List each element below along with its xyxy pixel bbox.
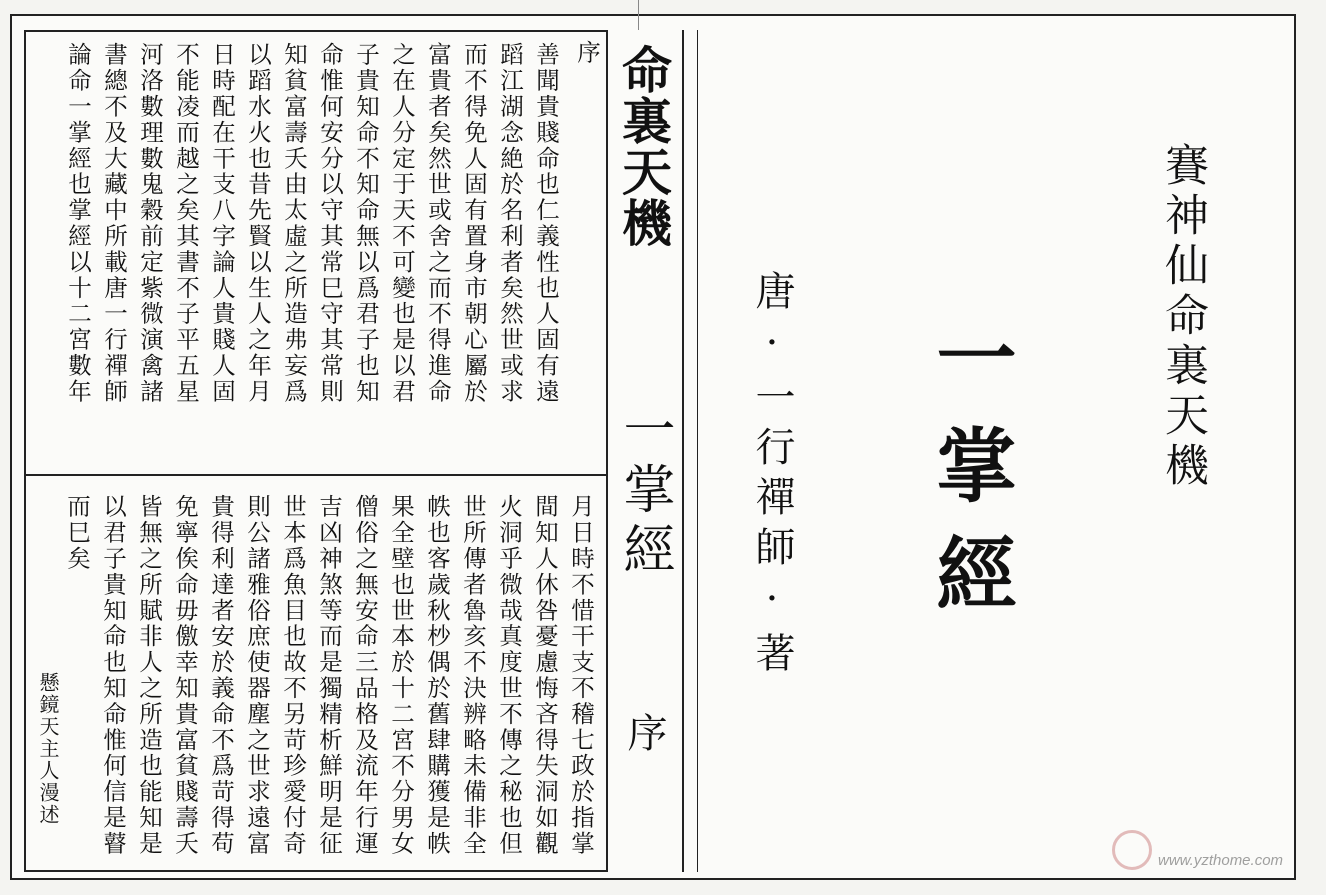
preface-lower-col-2: 間知人休咎憂慮悔吝得失洞如觀 xyxy=(531,494,559,857)
preface-lower-col-13: 皆無之所賦非人之所造也能知是 xyxy=(135,494,163,857)
preface-upper-col-3: 而不得免人固有置身市朝心屬於 xyxy=(460,42,488,405)
preface-divider xyxy=(24,474,608,476)
preface-lower-col-1: 月日時不惜干支不稽七政於指掌 xyxy=(567,494,595,857)
spine-section: 序 xyxy=(621,712,667,752)
preface-upper-col-1: 善聞貴賤命也仁義性也人固有遠 xyxy=(532,42,560,405)
preface-upper-col-10: 日時配在干支八字論人貴賤人固 xyxy=(208,42,236,405)
preface-upper-col-6: 子貴知命不知命無以爲君子也知 xyxy=(352,42,380,405)
preface-signature: 懸鏡天主人漫述 xyxy=(36,672,60,826)
watermark-logo-icon xyxy=(1112,830,1152,870)
preface-lower-col-4: 世所傳者魯亥不決辨略未備非全 xyxy=(459,494,487,857)
preface-lower-col-7: 僧俗之無安命三品格及流年行運 xyxy=(351,494,379,857)
spine-title: 命裏天機 xyxy=(614,44,673,248)
preface-lower-col-6: 果全壁也世本於十二宮不分男女 xyxy=(387,494,415,857)
preface-lower-col-8: 吉凶神煞等而是獨精析鮮明是征 xyxy=(315,494,343,857)
preface-lower-col-14: 以君子貴知命也知命惟何信是瞽 xyxy=(99,494,127,857)
watermark-url: www.yzthome.com xyxy=(1158,852,1284,869)
author-credit: 唐·一行禪師·著 xyxy=(749,270,795,682)
preface-upper-col-7: 命惟何安分以守其常巳守其常則 xyxy=(316,42,344,405)
preface-box-bottom xyxy=(24,870,608,872)
preface-heading: 序 xyxy=(573,40,601,66)
preface-upper-col-11: 不能凌而越之矣其書不子平五星 xyxy=(172,42,200,405)
site-watermark xyxy=(1112,830,1312,880)
preface-lower-col-5: 帙也客歲秋杪偶於舊肆購獲是帙 xyxy=(423,494,451,857)
preface-upper-col-2: 蹈江湖念絶於名利者矣然世或求 xyxy=(496,42,524,405)
preface-lower-col-9: 世本爲魚目也故不另苛珍愛付奇 xyxy=(279,494,307,857)
spine-line-right xyxy=(682,30,684,872)
book-title: 一掌經 xyxy=(923,316,1017,640)
preface-upper-col-9: 以蹈水火也昔先賢以生人之年月 xyxy=(244,42,272,405)
preface-upper-col-5: 之在人分定于天不可變也是以君 xyxy=(388,42,416,405)
preface-box-left xyxy=(24,30,26,872)
preface-upper-col-13: 書總不及大藏中所載唐一行禪師 xyxy=(100,42,128,405)
preface-lower-col-10: 則公諸雅俗庶使器塵之世求遠富 xyxy=(243,494,271,857)
preface-lower-col-11: 貴得利達者安於義命不爲苛得苟 xyxy=(207,494,235,857)
preface-lower-col-12: 免寧俟命毋儌幸知貴富貧賤壽夭 xyxy=(171,494,199,857)
preface-upper-col-4: 富貴者矣然世或舍之而不得進命 xyxy=(424,42,452,405)
series-title: 賽神仙命裏天機 xyxy=(1157,142,1208,492)
preface-upper-col-14: 論命一掌經也掌經以十二宮數年 xyxy=(64,42,92,405)
preface-upper-col-8: 知貧富壽夭由太虛之所造弗妄爲 xyxy=(280,42,308,405)
preface-lower-col-15: 而巳矣 xyxy=(63,494,91,572)
spine-line-right-thin xyxy=(697,30,698,872)
preface-lower-col-3: 火洞乎微哉真度世不傳之秘也但 xyxy=(495,494,523,857)
preface-upper-col-12: 河洛數理數鬼穀前定紫微演禽諸 xyxy=(136,42,164,405)
page-fold xyxy=(638,0,639,30)
spine-book-title: 一掌經 xyxy=(614,402,674,582)
spine-line-left xyxy=(606,30,608,872)
preface-box-top xyxy=(24,30,608,32)
